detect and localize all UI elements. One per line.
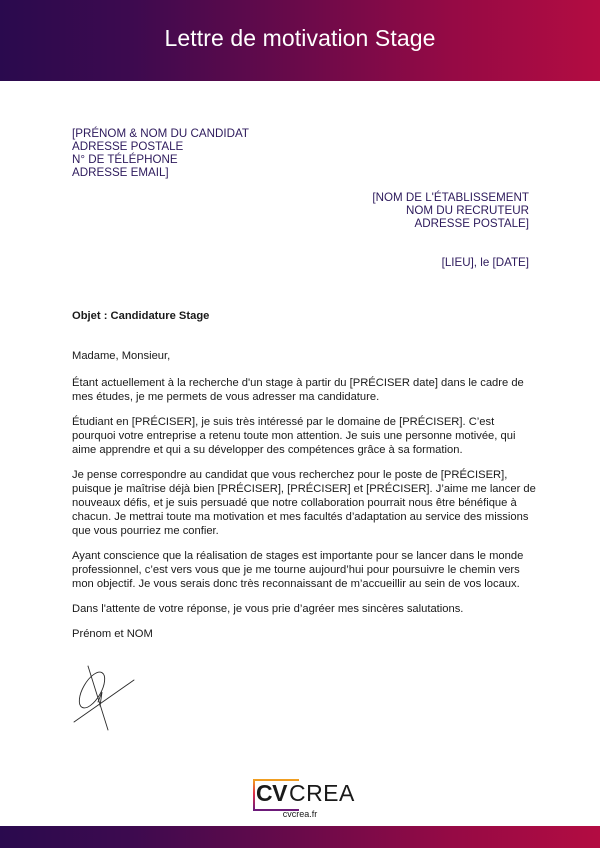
letter-body [72, 349, 537, 652]
sender-email: ADRESSE EMAIL] [72, 166, 169, 179]
recipient-establishment: [NOM DE L'ÉTABLISSEMENT [372, 191, 529, 204]
body-paragraph: Je pense correspondre au candidat que vous recherchez pour le poste de [PRÉCISER], puisque je maîtrise déjà bien [PRÉCISER], [PRÉCISER] et [PRÉCISER]. J’aime me lancer de nouveaux défis, et je suis persuadé que notre collaboration pourrait nous être bénéfique à chacun. Je mettrai toute ma motivation et mes facultés d’adaptation au service des missions que vous pourriez me confier. [72, 469, 536, 537]
recipient-recruiter: NOM DU RECRUTEUR [405, 204, 529, 217]
body-paragraph: Étant actuellement à la recherche d'un stage à partir du [PRÉCISER date] dans le cadre de mes études, je me permets de vous adresser ma candidature. [72, 377, 524, 403]
signature-loop [74, 668, 110, 712]
signoff-name: Prénom et NOM [72, 628, 153, 640]
sender-name: [PRÉNOM & NOM DU CANDIDAT [72, 127, 249, 140]
body-paragraph: Étudiant en [PRÉCISER], je suis très intéressé par le domaine de [PRÉCISER]. C’est pourquoi votre entreprise a retenu toute mon attention. Je suis une personne motivée, qui aime apprendre et qui a su développer des compétences grâce à sa formation. [72, 416, 516, 456]
salutation: Madame, Monsieur, [72, 350, 171, 362]
sender-address-block [72, 127, 249, 179]
brand-url: cvcrea.fr [282, 809, 318, 819]
letter-subject: Objet : Candidature Stage [72, 310, 210, 322]
logo-cv-box [253, 779, 289, 807]
recipient-postal-address: ADRESSE POSTALE] [414, 217, 529, 230]
header-banner [0, 0, 600, 81]
cvcrea-logo [253, 779, 355, 807]
body-paragraph: Ayant conscience que la réalisation de stages est importante pour se lancer dans le monde professionnel, c’est vers vous que je me tourne aujourd’hui pour poursuivre le chemin vers mon objectif. Je vous serais donc très reconnaissant de m’accueillir au sein de vos locaux. [72, 550, 524, 590]
logo-cv-text: CV [256, 779, 287, 806]
closing-paragraph: Dans l'attente de votre réponse, je vous prie d’agréer mes sincères salutations. [72, 603, 464, 615]
signature-icon [70, 662, 140, 732]
sender-phone: N° DE TÉLÉPHONE [72, 153, 178, 166]
document-title: Lettre de motivation Stage [164, 25, 436, 51]
recipient-address-block [372, 191, 529, 230]
signature-stroke-vertical [88, 666, 108, 730]
logo-crea-text: CREA [288, 779, 355, 806]
sender-postal-address: ADRESSE POSTALE [72, 140, 184, 153]
place-and-date: [LIEU], le [DATE] [441, 256, 529, 269]
footer-banner [0, 826, 600, 848]
